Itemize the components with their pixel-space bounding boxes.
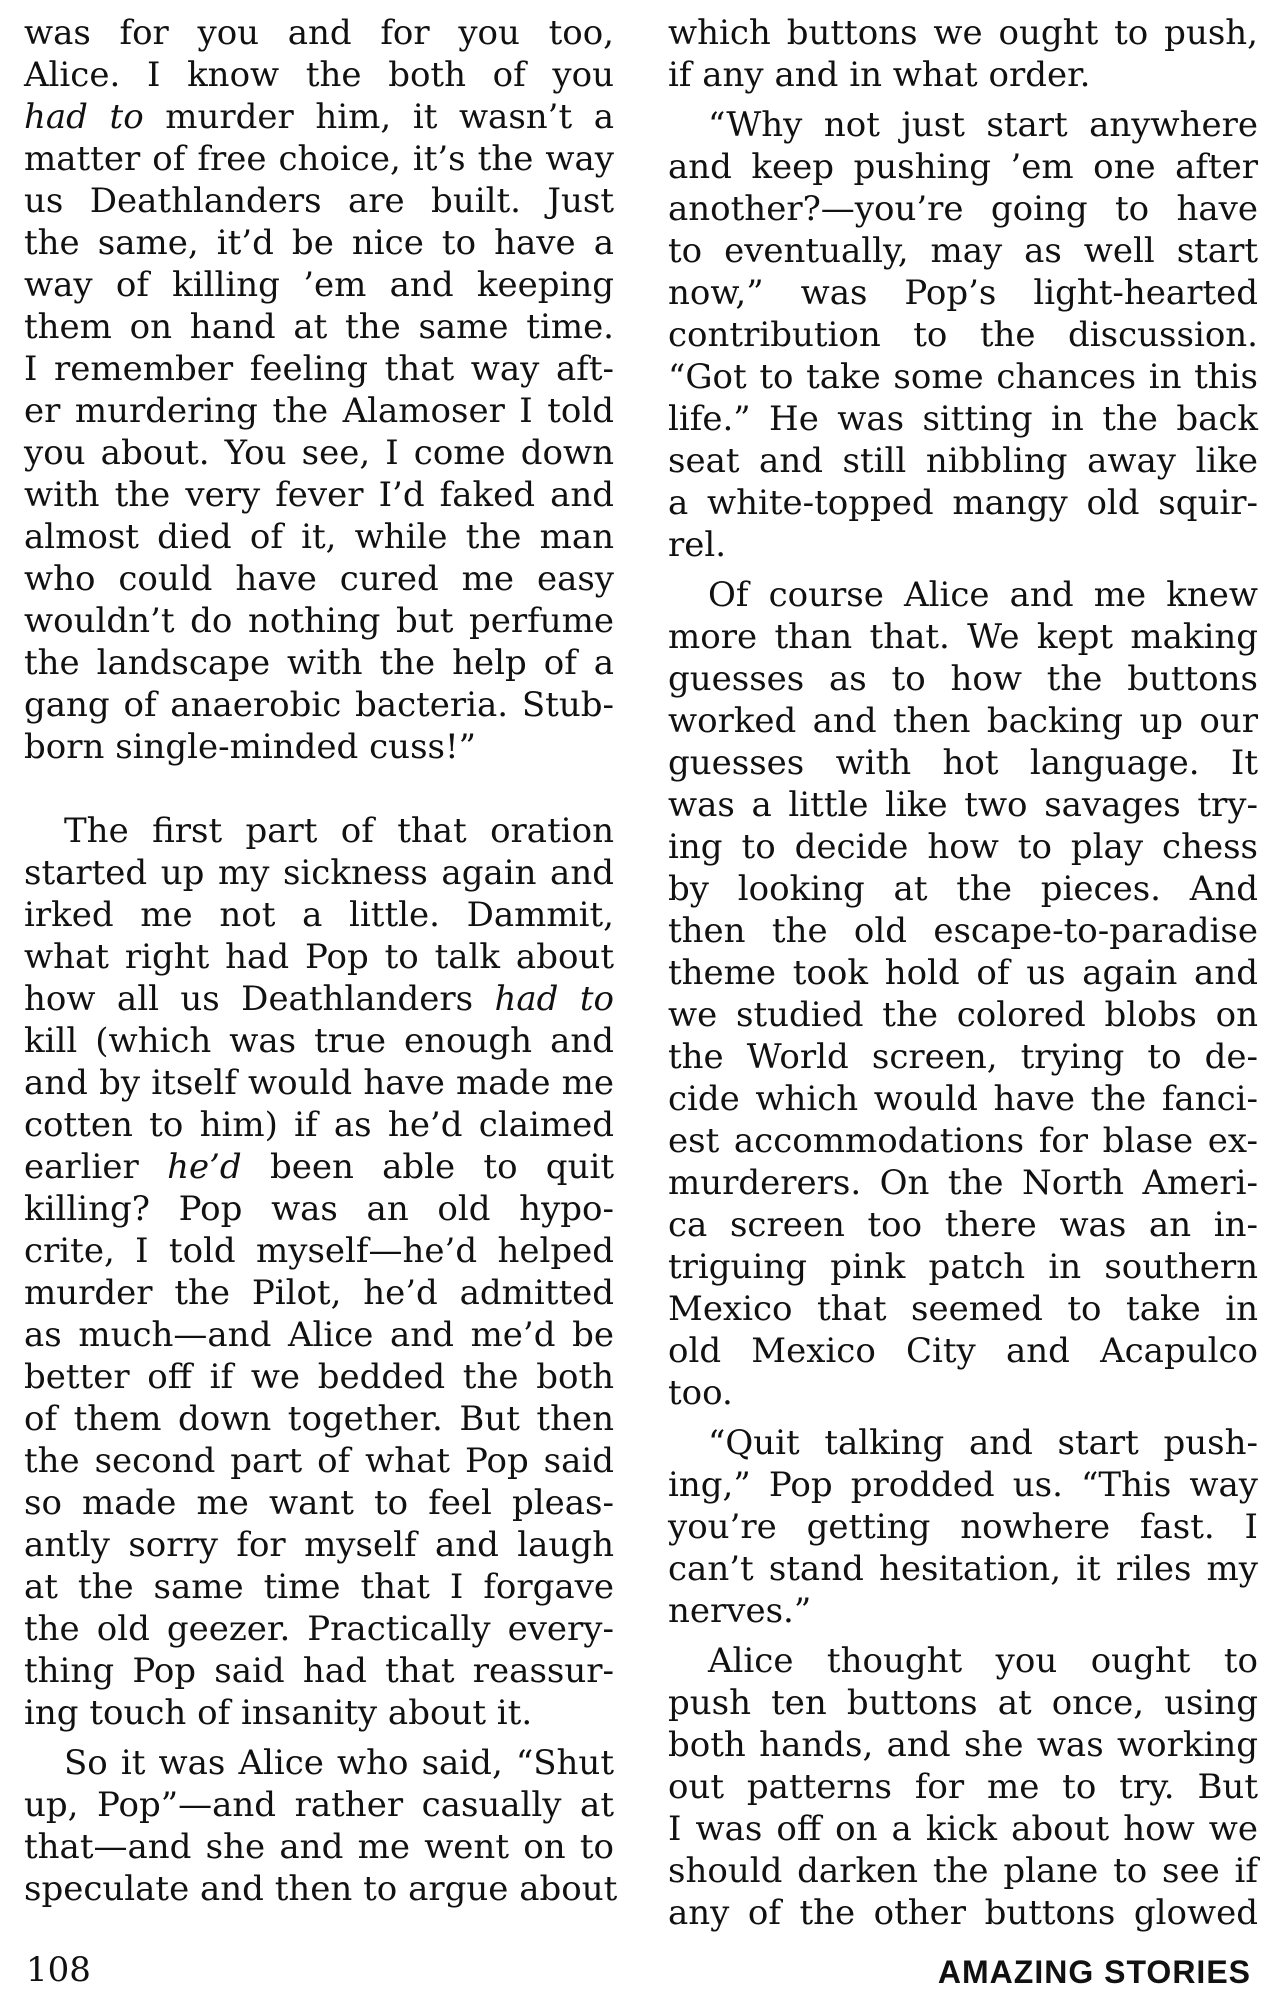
text-line: more than that. We kept making — [668, 617, 1258, 657]
text-line: we studied the colored blobs on — [668, 995, 1258, 1035]
text-line: by looking at the pieces. And — [668, 869, 1258, 909]
text-fragment: how all us Deathlanders — [24, 979, 474, 1019]
text-line: too. — [668, 1373, 733, 1413]
text-line: was a little like two savages try- — [668, 785, 1258, 825]
text-line: guesses as to how the buttons — [668, 659, 1258, 699]
paragraph-of-course — [668, 574, 1258, 1414]
text-line: if any and in what order. — [668, 55, 1091, 95]
text-line: murderers. On the North Ameri- — [668, 1163, 1258, 1203]
text-line: The first part of that oration — [64, 811, 614, 851]
paragraph-pop-speech-end — [24, 12, 614, 768]
text-line: Mexico that seemed to take in — [668, 1289, 1258, 1329]
text-fragment: been able to quit — [269, 1147, 615, 1187]
text-line: Alice thought you ought to — [708, 1641, 1258, 1681]
paragraph-spacing — [668, 1632, 1258, 1640]
text-line — [24, 978, 614, 1020]
text-line: triguing pink patch in southern — [668, 1247, 1258, 1287]
text-line: the landscape with the help of a — [24, 643, 614, 683]
text-line: you’re getting nowhere fast. I — [668, 1507, 1258, 1547]
text-line: what right had Pop to talk about — [24, 937, 614, 977]
text-line: should darken the plane to see if — [668, 1851, 1258, 1891]
text-line: So it was Alice who said, “Shut — [64, 1743, 614, 1783]
text-line: so made me want to feel pleas- — [24, 1483, 614, 1523]
text-line: then the old escape-to-paradise — [668, 911, 1258, 951]
paragraph-spacing — [24, 1734, 614, 1742]
text-line: the World screen, trying to de- — [668, 1037, 1258, 1077]
paragraph-alice-thought — [668, 1640, 1258, 1934]
text-line: crite, I told myself—he’d helped — [24, 1231, 614, 1271]
text-line: nerves.” — [668, 1591, 812, 1631]
text-line: us Deathlanders are built. Just — [24, 181, 614, 221]
text-line: gang of anaerobic bacteria. Stub- — [24, 685, 614, 725]
paragraph-spacing — [668, 1414, 1258, 1422]
text-line: “Got to take some chances in this — [668, 357, 1258, 397]
left-column — [24, 12, 618, 1910]
text-line: theme took hold of us again and — [668, 953, 1258, 993]
text-line: matter of free choice, it’s the way — [24, 139, 614, 179]
text-line: I was off on a kick about how we — [668, 1809, 1258, 1849]
text-line: which buttons we ought to push, — [668, 13, 1258, 53]
text-line: who could have cured me easy — [24, 559, 614, 599]
text-line: was for you and for you too, — [24, 13, 614, 53]
text-line: to eventually, may as well start — [668, 231, 1258, 271]
text-line: of them down together. But then — [24, 1399, 614, 1439]
text-line — [24, 96, 614, 138]
text-line: and by itself would have made me — [24, 1063, 614, 1103]
text-line: another?—you’re going to have — [668, 189, 1258, 229]
text-line: up, Pop”—and rather casually at — [24, 1785, 614, 1825]
text-line: can’t stand hesitation, it riles my — [668, 1549, 1258, 1589]
text-line: with the very fever I’d faked and — [24, 475, 614, 515]
paragraph-spacing — [668, 96, 1258, 104]
text-line: them on hand at the same time. — [24, 307, 614, 347]
text-line: ing,” Pop prodded us. “This way — [668, 1465, 1258, 1505]
text-line: “Why not just start anywhere — [708, 105, 1258, 145]
text-line: kill (which was true enough and — [24, 1021, 614, 1061]
italic-emphasis: had to — [494, 979, 614, 1019]
text-line: ing touch of insanity about it. — [24, 1693, 533, 1733]
paragraph-start-anywhere — [668, 104, 1258, 566]
text-line: est accommodations for blase ex- — [668, 1121, 1258, 1161]
text-line: ing to decide how to play chess — [668, 827, 1258, 867]
text-line: Of course Alice and me knew — [708, 575, 1258, 615]
text-line: better off if we bedded the both — [24, 1357, 614, 1397]
text-line: as much—and Alice and me’d be — [24, 1315, 614, 1355]
text-line: cotten to him) if as he’d claimed — [24, 1105, 614, 1145]
text-line: er murdering the Alamoser I told — [24, 391, 614, 431]
text-line: seat and still nibbling away like — [668, 441, 1258, 481]
text-line: cide which would have the fanci- — [668, 1079, 1258, 1119]
text-line — [24, 1146, 614, 1188]
text-line: way of killing ’em and keeping — [24, 265, 614, 305]
text-fragment: earlier — [24, 1147, 139, 1187]
text-line: the old geezer. Practically every- — [24, 1609, 614, 1649]
text-line: born single-minded cuss!” — [24, 727, 477, 767]
text-line: at the same time that I forgave — [24, 1567, 614, 1607]
right-column — [668, 12, 1258, 1934]
text-line: almost died of it, while the man — [24, 517, 614, 557]
paragraph-spacing — [668, 566, 1258, 574]
paragraph-quit-talking — [668, 1422, 1258, 1632]
text-line: murder the Pilot, he’d admitted — [24, 1273, 614, 1313]
text-line: you about. You see, I come down — [24, 433, 614, 473]
page-number: 108 — [26, 1950, 91, 1990]
text-line: any of the other buttons glowed — [668, 1893, 1258, 1933]
text-line: contribution to the discussion. — [668, 315, 1258, 355]
text-line: the second part of what Pop said — [24, 1441, 614, 1481]
text-line: I remember feeling that way aft- — [24, 349, 614, 389]
text-line: rel. — [668, 525, 727, 565]
text-line: worked and then backing up our — [668, 701, 1258, 741]
text-line: thing Pop said had that reassur- — [24, 1651, 614, 1691]
paragraph-which-buttons — [668, 12, 1258, 96]
text-line: a white-topped mangy old squir- — [668, 483, 1258, 523]
text-fragment: murder him, it wasn’t a — [165, 97, 615, 137]
text-line: that—and she and me went on to — [24, 1827, 614, 1867]
text-line: “Quit talking and start push- — [708, 1423, 1258, 1463]
text-line: Alice. I know the both of you — [24, 55, 614, 95]
text-line: both hands, and she was working — [668, 1725, 1258, 1765]
text-line: push ten buttons at once, using — [668, 1683, 1258, 1723]
section-break — [24, 768, 614, 810]
text-line: now,” was Pop’s light-hearted — [668, 273, 1258, 313]
text-line: guesses with hot language. It — [668, 743, 1258, 783]
magazine-title: AMAZING STORIES — [937, 1954, 1251, 1990]
italic-emphasis: he’d — [167, 1147, 242, 1187]
text-line: and keep pushing ’em one after — [668, 147, 1258, 187]
text-line: started up my sickness again and — [24, 853, 614, 893]
text-line: speculate and then to argue about — [24, 1869, 618, 1909]
text-line: old Mexico City and Acapulco — [668, 1331, 1258, 1371]
text-line: ca screen too there was an in- — [668, 1205, 1258, 1245]
text-line: wouldn’t do nothing but perfume — [24, 601, 614, 641]
text-line: life.” He was sitting in the back — [668, 399, 1258, 439]
paragraph-oration — [24, 810, 614, 1734]
text-line: out patterns for me to try. But — [668, 1767, 1258, 1807]
text-line: the same, it’d be nice to have a — [24, 223, 614, 263]
text-line: irked me not a little. Dammit, — [24, 895, 614, 935]
italic-emphasis: had to — [24, 97, 144, 137]
paragraph-shut-up-pop — [24, 1742, 618, 1910]
text-line: antly sorry for myself and laugh — [24, 1525, 614, 1565]
text-line: killing? Pop was an old hypo- — [24, 1189, 614, 1229]
